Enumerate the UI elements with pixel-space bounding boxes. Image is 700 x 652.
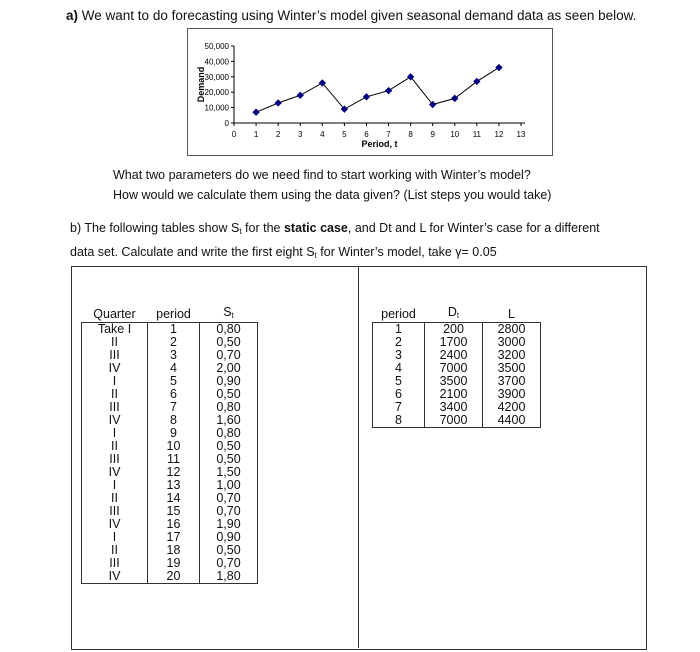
quarter-cell: I xyxy=(82,531,148,544)
st-cell: 0,80 xyxy=(200,401,258,414)
period-cell: 3 xyxy=(373,349,425,362)
x-tick-label: 5 xyxy=(342,130,347,139)
period-cell: 7 xyxy=(373,401,425,414)
period-cell: 15 xyxy=(148,505,200,518)
part-b-line1-sub: t xyxy=(239,227,242,236)
quarter-cell: IV xyxy=(82,518,148,531)
period-cell: 5 xyxy=(373,375,425,388)
quarter-cell: IV xyxy=(82,466,148,479)
period-cell: 16 xyxy=(148,518,200,531)
part-b-line-2 xyxy=(70,242,600,266)
st-cell: 0,70 xyxy=(200,505,258,518)
col-header-quarter: Quarter xyxy=(93,306,136,321)
part-a-text: We want to do forecasting using Winter’s model given seasonal demand data as seen below. xyxy=(81,8,637,23)
data-point xyxy=(253,109,259,115)
part-b-line2-sub: t xyxy=(314,251,317,260)
st-cell: 0,80 xyxy=(200,427,258,440)
part-b-statement xyxy=(70,218,600,266)
x-axis-label: Period, t xyxy=(361,139,398,149)
period-cell: 1 xyxy=(148,323,200,337)
l-cell: 3200 xyxy=(483,349,541,362)
period-cell: 18 xyxy=(148,544,200,557)
part-b-line1-bold: static case xyxy=(283,221,348,235)
quarter-cell: II xyxy=(82,492,148,505)
st-cell: 0,90 xyxy=(200,531,258,544)
x-tick-label: 0 xyxy=(231,130,237,139)
quarter-cell: I xyxy=(82,427,148,440)
period-cell: 12 xyxy=(148,466,200,479)
part-b-line1-mid: for the xyxy=(241,221,284,235)
data-point xyxy=(275,100,281,106)
st-cell: 0,90 xyxy=(200,375,258,388)
st-cell: 1,50 xyxy=(200,466,258,479)
table-row xyxy=(373,323,541,337)
y-tick-label: 50,000 xyxy=(204,42,229,51)
quarter-cell: III xyxy=(82,453,148,466)
dt-cell: 200 xyxy=(425,323,483,337)
st-cell: 1,60 xyxy=(200,414,258,427)
period-cell: 4 xyxy=(148,362,200,375)
x-tick-label: 11 xyxy=(472,130,482,139)
part-a-statement xyxy=(66,8,636,23)
col-header-period-r: period xyxy=(381,306,416,321)
part-b-line1-pre: The following tables show S xyxy=(84,221,240,235)
question-2: How would we calculate them using the data given? (List steps you would take) xyxy=(113,188,552,202)
tables-divider xyxy=(358,266,359,648)
quarter-cell: II xyxy=(82,544,148,557)
x-tick-label: 13 xyxy=(516,130,526,139)
x-tick-label: 6 xyxy=(364,130,369,139)
x-tick-label: 1 xyxy=(253,130,259,139)
part-b-line2-pre: data set. Calculate and write the first eight S xyxy=(70,245,315,259)
st-cell: 1,00 xyxy=(200,479,258,492)
demand-chart-svg xyxy=(188,29,552,155)
st-cell: 2,00 xyxy=(200,362,258,375)
data-point xyxy=(496,65,502,71)
dt-cell: 7000 xyxy=(425,414,483,428)
col-header-l: L xyxy=(508,306,515,321)
period-cell: 6 xyxy=(148,388,200,401)
quarter-cell: IV xyxy=(82,362,148,375)
data-point xyxy=(386,88,392,94)
x-tick-label: 3 xyxy=(298,130,303,139)
static-case-table-body xyxy=(82,323,258,584)
col-header-dt xyxy=(425,306,483,323)
l-cell: 3000 xyxy=(483,336,541,349)
y-tick-label: 10,000 xyxy=(204,103,229,113)
dt-cell: 7000 xyxy=(425,362,483,375)
part-a-label: a) xyxy=(66,8,79,23)
x-tick-label: 9 xyxy=(430,130,435,139)
l-cell: 3500 xyxy=(483,362,541,375)
period-cell: 20 xyxy=(148,570,200,584)
quarter-cell: III xyxy=(82,401,148,414)
period-cell: 4 xyxy=(373,362,425,375)
part-b-line1-post: , and Dt and L for Winter’s case for a different xyxy=(347,221,600,235)
quarter-cell: III xyxy=(82,349,148,362)
st-cell: 0,80 xyxy=(200,323,258,337)
demand-chart xyxy=(187,28,553,156)
y-tick-label: 30,000 xyxy=(204,72,229,82)
period-cell: 13 xyxy=(148,479,200,492)
period-cell: 9 xyxy=(148,427,200,440)
st-cell: 0,50 xyxy=(200,388,258,401)
dt-sub: t xyxy=(456,311,460,320)
y-tick-label: 40,000 xyxy=(204,57,229,67)
dt-main: D xyxy=(447,305,457,319)
st-cell: 0,50 xyxy=(200,453,258,466)
period-cell: 1 xyxy=(373,323,425,337)
period-cell: 2 xyxy=(148,336,200,349)
quarter-cell: IV xyxy=(82,414,148,427)
static-case-table xyxy=(81,306,258,584)
data-point xyxy=(363,94,369,100)
x-tick-label: 2 xyxy=(275,130,281,139)
quarter-cell: II xyxy=(82,440,148,453)
x-tick-label: 4 xyxy=(320,130,325,139)
y-tick-label: 20,000 xyxy=(204,88,229,98)
st-cell: 1,90 xyxy=(200,518,258,531)
question-1: What two parameters do we need find to start working with Winter’s model? xyxy=(113,168,531,182)
l-cell: 3900 xyxy=(483,388,541,401)
table-row xyxy=(373,414,541,428)
quarter-cell: II xyxy=(82,336,148,349)
quarter-cell: III xyxy=(82,505,148,518)
quarter-cell: I xyxy=(82,375,148,388)
quarter-cell: Take I xyxy=(82,323,148,337)
st-cell: 0,50 xyxy=(200,544,258,557)
period-cell: 8 xyxy=(148,414,200,427)
period-cell: 17 xyxy=(148,531,200,544)
l-cell: 4400 xyxy=(483,414,541,428)
x-tick-label: 8 xyxy=(408,130,413,139)
quarter-cell: III xyxy=(82,557,148,570)
quarter-cell: II xyxy=(82,388,148,401)
data-point xyxy=(297,92,303,98)
col-header-period: period xyxy=(156,306,191,321)
quarter-cell: I xyxy=(82,479,148,492)
st-cell: 0,50 xyxy=(200,440,258,453)
quarter-cell: IV xyxy=(82,570,148,584)
table-row xyxy=(82,570,258,584)
st-cell: 1,80 xyxy=(200,570,258,584)
part-b-label: b) xyxy=(70,221,82,235)
period-cell: 7 xyxy=(148,401,200,414)
st-cell: 0,70 xyxy=(200,349,258,362)
dt-cell: 2400 xyxy=(425,349,483,362)
l-cell: 4200 xyxy=(483,401,541,414)
y-axis-label: Demand xyxy=(196,66,206,103)
period-cell: 3 xyxy=(148,349,200,362)
period-cell: 10 xyxy=(148,440,200,453)
period-cell: 8 xyxy=(373,414,425,428)
x-tick-label: 10 xyxy=(450,130,460,139)
st-main: S xyxy=(223,305,232,319)
part-b-line2-post: for Winter’s model, take γ= 0.05 xyxy=(316,245,497,259)
x-tick-label: 7 xyxy=(386,130,391,139)
dt-cell: 3500 xyxy=(425,375,483,388)
period-cell: 6 xyxy=(373,388,425,401)
dt-cell: 2100 xyxy=(425,388,483,401)
st-cell: 0,70 xyxy=(200,492,258,505)
st-sub: t xyxy=(231,311,234,320)
period-cell: 2 xyxy=(373,336,425,349)
dt-cell: 1700 xyxy=(425,336,483,349)
x-tick-label: 12 xyxy=(494,130,504,139)
period-cell: 14 xyxy=(148,492,200,505)
series-line xyxy=(256,68,499,113)
period-cell: 11 xyxy=(148,453,200,466)
winters-table xyxy=(372,306,541,428)
period-cell: 19 xyxy=(148,557,200,570)
st-cell: 0,70 xyxy=(200,557,258,570)
col-header-st xyxy=(200,306,258,323)
st-cell: 0,50 xyxy=(200,336,258,349)
winters-table-body xyxy=(373,323,541,428)
y-tick-label: 0 xyxy=(224,119,229,128)
l-cell: 3700 xyxy=(483,375,541,388)
part-b-line-1 xyxy=(70,218,600,242)
period-cell: 5 xyxy=(148,375,200,388)
dt-cell: 3400 xyxy=(425,401,483,414)
table-row xyxy=(82,323,258,337)
l-cell: 2800 xyxy=(483,323,541,337)
